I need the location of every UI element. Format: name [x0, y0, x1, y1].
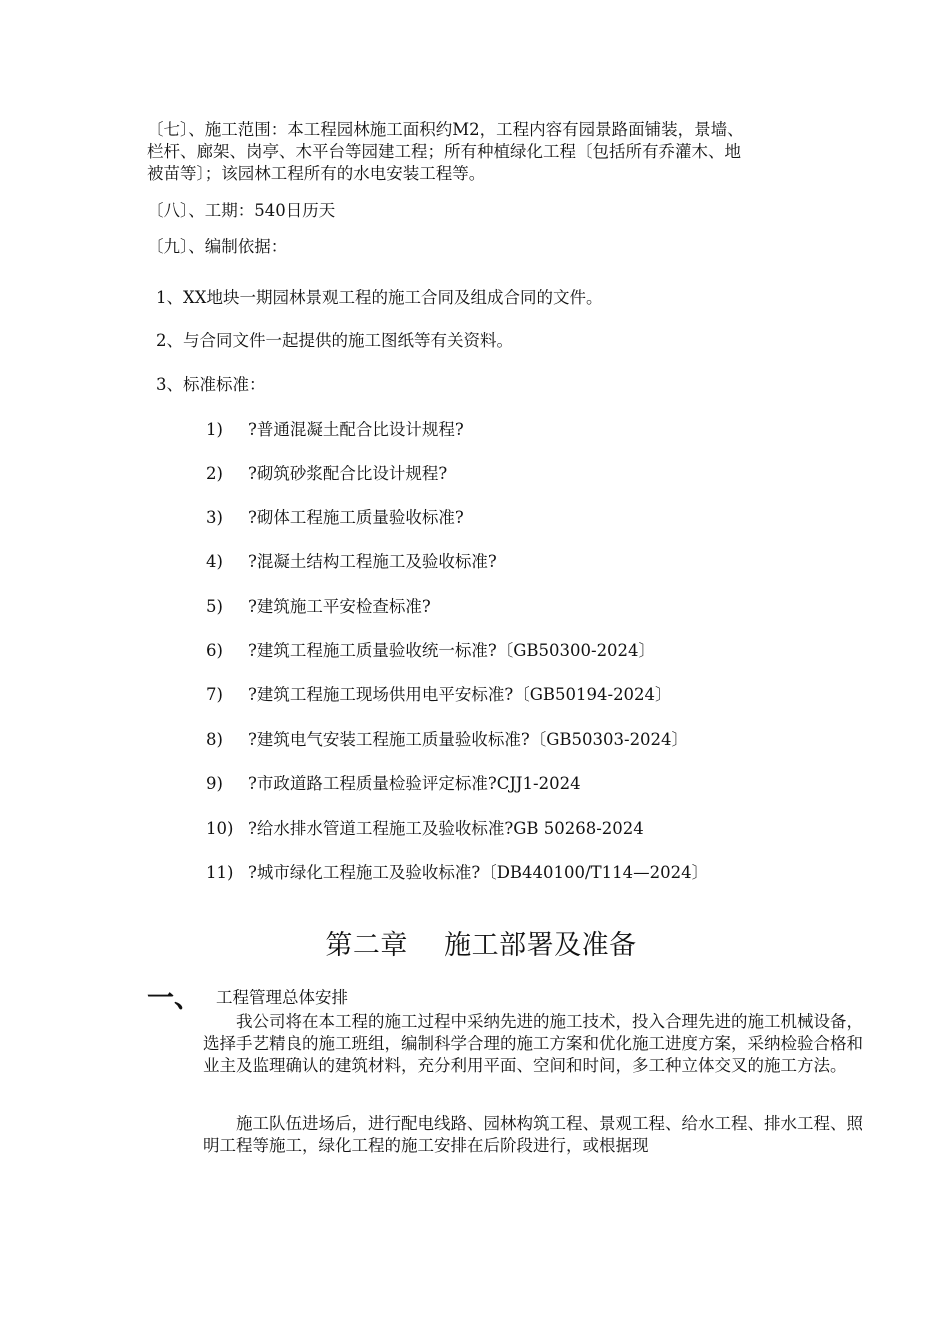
scope-line: 〔七〕、施工范围：本工程园林施工面积约M2，工程内容有园景路面铺装，景墙、 — [147, 120, 744, 139]
standard-item — [206, 551, 497, 573]
basis-item: 1、XX地块一期园林景观工程的施工合同及组成合同的文件。 — [156, 288, 603, 307]
scope-line: 被苗等〕；该园林工程所有的水电安装工程等。 — [147, 164, 486, 183]
scope-paragraph — [147, 119, 867, 185]
standard-item — [206, 596, 431, 618]
section-title: 工程管理总体安排 — [216, 988, 348, 1007]
standard-number: 7) — [206, 685, 223, 704]
standard-text: ?市政道路工程质量检验评定标准?CJJ1-2024 — [248, 774, 581, 793]
standard-text: ?普通混凝土配合比设计规程? — [248, 420, 464, 439]
standard-text: ?城市绿化工程施工及验收标准?〔DB440100/T114—2024〕 — [248, 863, 709, 882]
standard-item — [206, 729, 688, 751]
standard-text: ?建筑电气安装工程施工质量验收标准?〔GB50303-2024〕 — [248, 730, 689, 749]
standard-item — [206, 773, 581, 795]
standard-text: ?建筑工程施工质量验收统一标准?〔GB50300-2024〕 — [248, 641, 656, 660]
standard-text: ?砌体工程施工质量验收标准? — [248, 508, 464, 527]
standard-number: 11) — [206, 863, 234, 882]
basis-item: 2、与合同文件一起提供的施工图纸等有关资料。 — [156, 331, 513, 350]
standard-number: 1) — [206, 420, 223, 439]
standard-number: 5) — [206, 597, 223, 616]
standard-number: 3) — [206, 508, 223, 527]
section-number: 一、 — [147, 983, 201, 1014]
basis-heading: 〔九〕、编制依据： — [147, 237, 288, 256]
period-line: 〔八〕、工期：540日历天 — [147, 201, 336, 220]
standard-item — [206, 640, 655, 662]
standard-item — [206, 684, 672, 706]
standard-item — [206, 862, 708, 884]
standard-number: 10) — [206, 819, 234, 838]
standard-item — [206, 419, 464, 441]
standard-number: 4) — [206, 552, 223, 571]
standard-item — [206, 507, 464, 529]
body-paragraph: 我公司将在本工程的施工过程中采纳先进的施工技术，投入合理先进的施工机械设备，选择手艺精良的施工班组，编制科学合理的施工方案和优化施工进度方案，采纳检验合格和业主及监理确认的建筑材料，充分利用平面、空间和时间，多工种立体交叉的施工方法。 — [203, 1012, 863, 1075]
standard-item — [206, 818, 644, 840]
chapter-title: 第二章 施工部署及准备 — [325, 930, 637, 961]
standard-number: 2) — [206, 464, 223, 483]
standard-number: 6) — [206, 641, 223, 660]
standard-number: 8) — [206, 730, 223, 749]
standard-text: ?给水排水管道工程施工及验收标准?GB 50268-2024 — [248, 819, 644, 838]
standard-text: ?建筑工程施工现场供用电平安标准?〔GB50194-2024〕 — [248, 685, 672, 704]
basis-item: 3、标准标准： — [156, 375, 266, 394]
scope-line: 栏杆、廊架、岗亭、木平台等园建工程；所有种植绿化工程〔包括所有乔灌木、地 — [147, 142, 741, 161]
standard-number: 9) — [206, 774, 223, 793]
standard-text: ?建筑施工平安检查标准? — [248, 597, 431, 616]
standard-item — [206, 463, 447, 485]
body-paragraph: 施工队伍进场后，进行配电线路、园林构筑工程、景观工程、给水工程、排水工程、照明工程等施工，绿化工程的施工安排在后阶段进行，或根据现 — [203, 1114, 863, 1155]
standard-text: ?混凝土结构工程施工及验收标准? — [248, 552, 497, 571]
standard-text: ?砌筑砂浆配合比设计规程? — [248, 464, 448, 483]
